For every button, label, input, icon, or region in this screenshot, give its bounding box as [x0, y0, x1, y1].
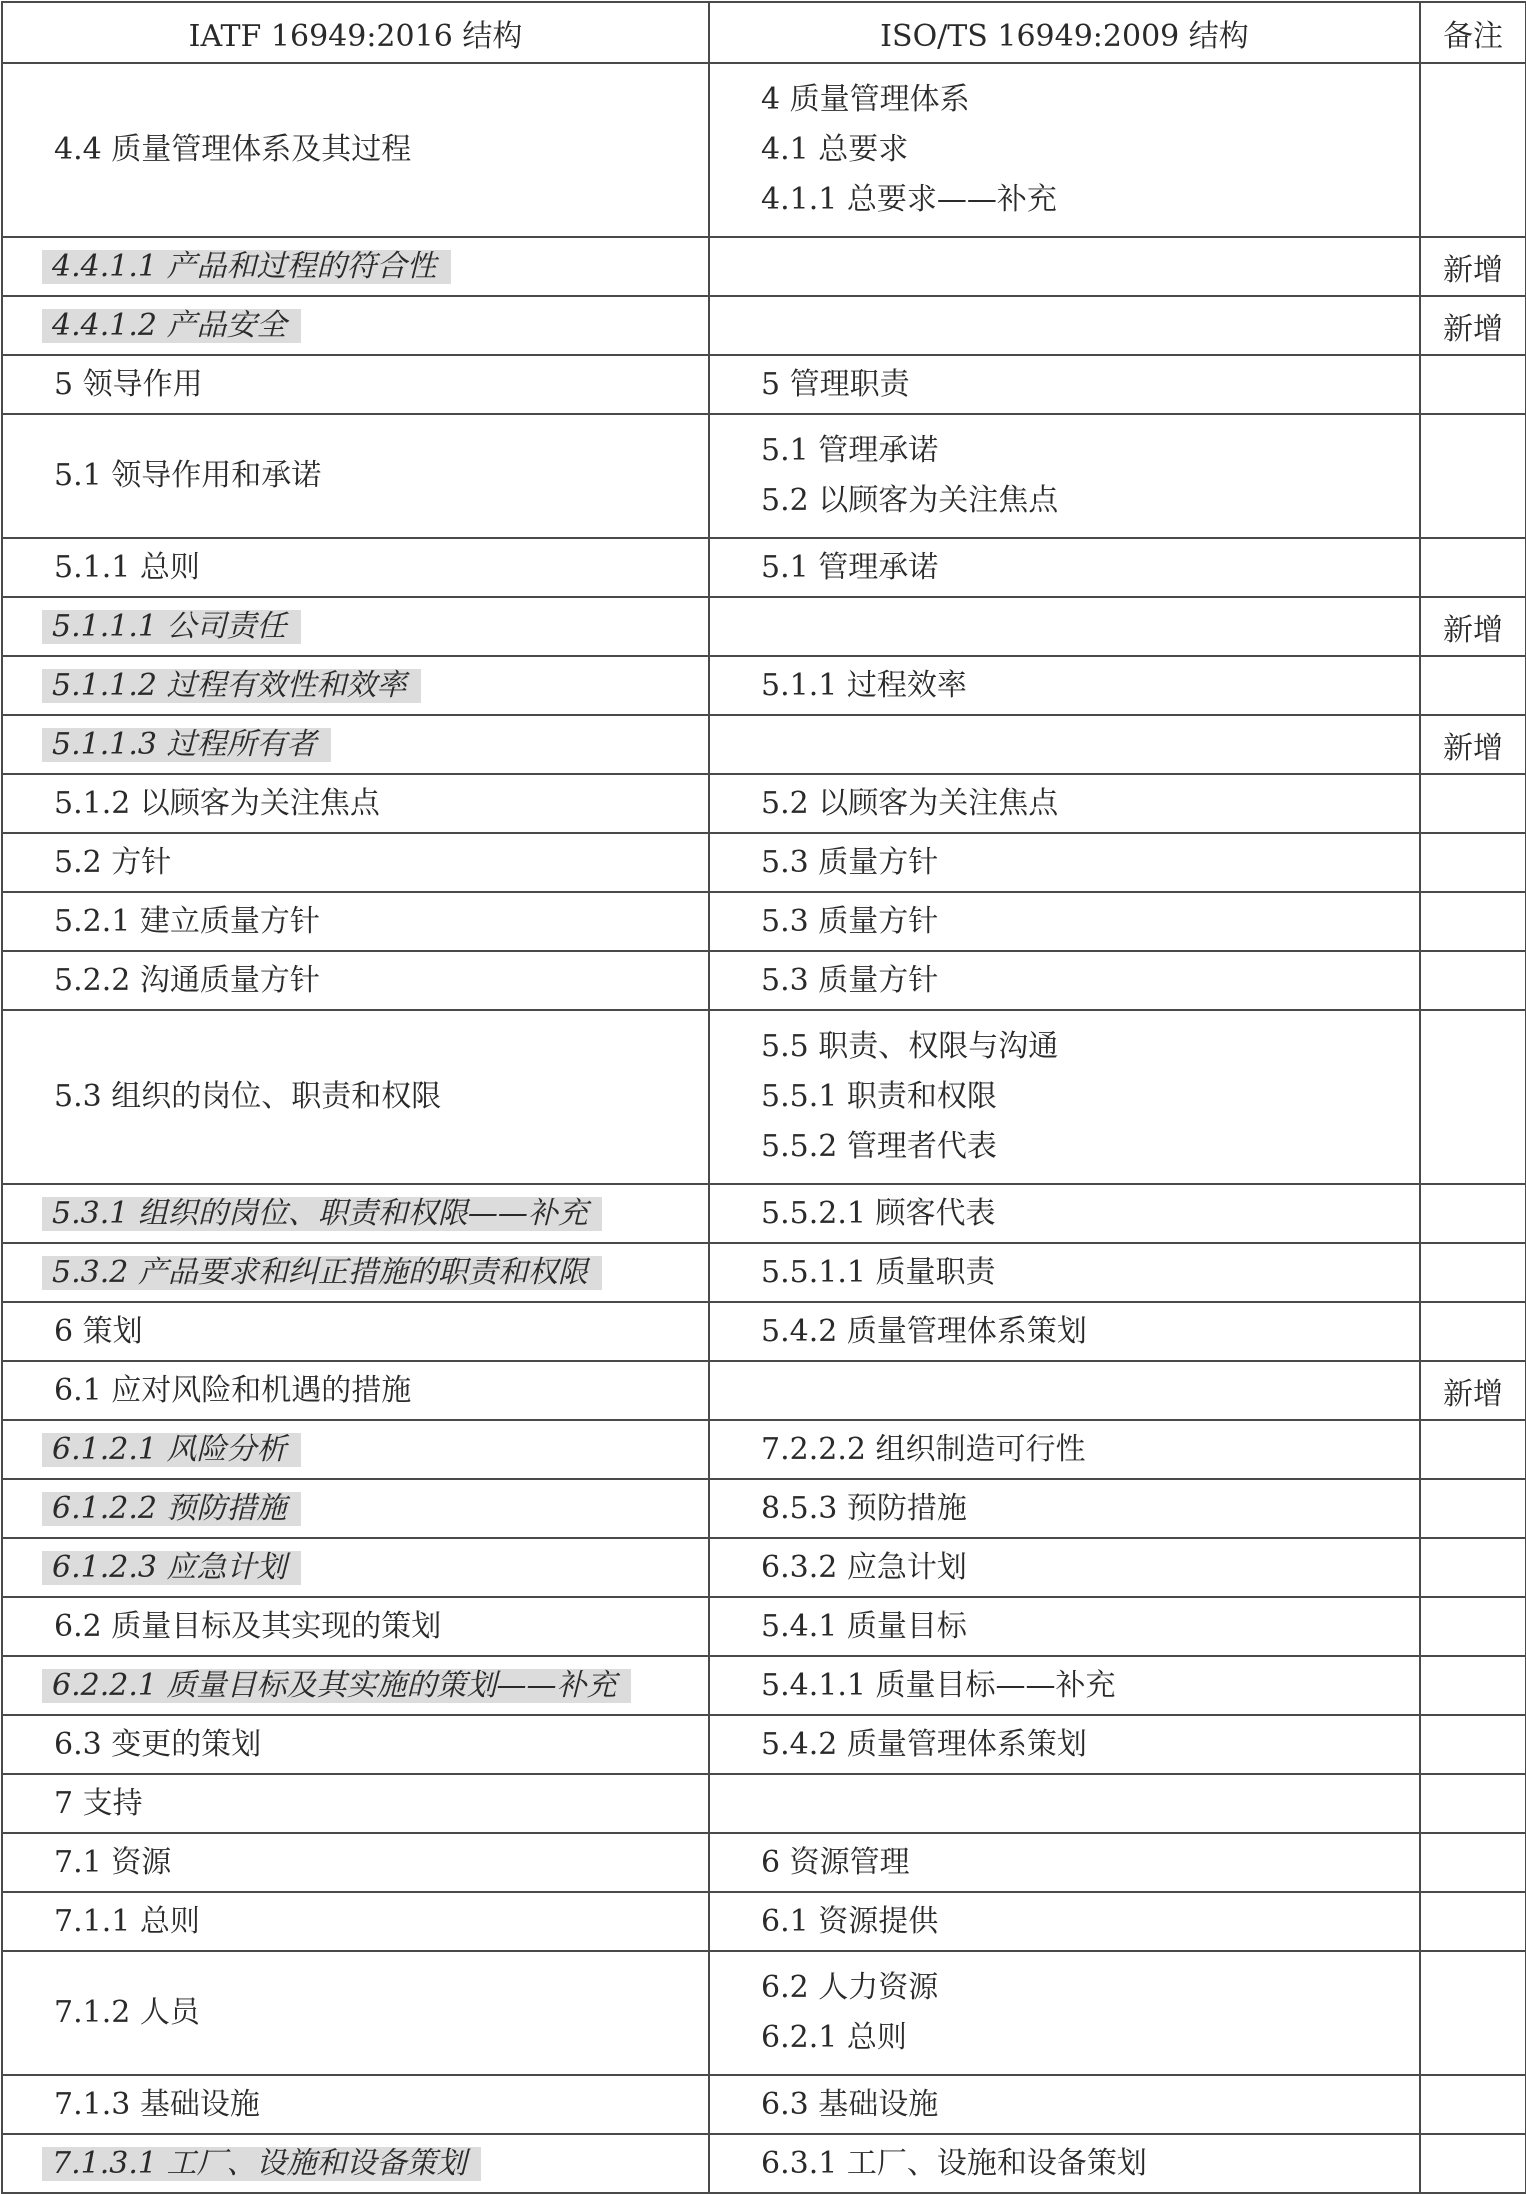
- iso-clause: 5.2 以顾客为关注焦点: [761, 785, 1059, 821]
- cell-iso: [709, 63, 1420, 237]
- cell-note: [1420, 2075, 1526, 2134]
- cell-note: [1420, 1420, 1526, 1479]
- iatf-clause-highlighted: 5.3.1 组织的岗位、职责和权限——补充: [42, 1197, 602, 1231]
- cell-iatf: [2, 1420, 709, 1479]
- iso-clause: 5.5.2 管理者代表: [761, 1129, 997, 1164]
- cell-iatf: [2, 538, 709, 597]
- cell-iatf: [2, 1597, 709, 1656]
- table-row: [2, 1833, 1526, 1892]
- iatf-clause-highlighted: 6.1.2.3 应急计划: [42, 1551, 301, 1585]
- cell-note: [1420, 414, 1526, 538]
- table-row: [2, 833, 1526, 892]
- iatf-clause: 7.1.3 基础设施: [54, 2086, 260, 2122]
- iatf-clause: 5.1.1 总则: [54, 549, 200, 585]
- iso-clause: 6.2.1 总则: [761, 2020, 907, 2055]
- iatf-clause: 6.1 应对风险和机遇的措施: [54, 1372, 412, 1408]
- cell-note: [1420, 715, 1526, 774]
- cell-iso: [709, 1420, 1420, 1479]
- cell-iso: [709, 355, 1420, 414]
- cell-note: [1420, 833, 1526, 892]
- cell-note: [1420, 1302, 1526, 1361]
- iso-clause: 6.3.2 应急计划: [761, 1549, 967, 1585]
- cell-note: [1420, 1184, 1526, 1243]
- header-iatf: IATF 16949:2016 结构: [2, 2, 709, 63]
- table-row: [2, 237, 1526, 296]
- cell-iso: [709, 1833, 1420, 1892]
- cell-note: [1420, 1597, 1526, 1656]
- iso-clause: 5.1 管理承诺: [761, 433, 939, 468]
- iatf-clause: 4.4 质量管理体系及其过程: [54, 132, 412, 167]
- cell-iatf: [2, 1715, 709, 1774]
- header-note: 备注: [1420, 2, 1526, 63]
- iso-clause: 5.3 质量方针: [761, 844, 939, 880]
- iatf-clause-highlighted: 5.1.1.1 公司责任: [42, 610, 301, 644]
- table-row: [2, 1597, 1526, 1656]
- iso-clause: 6.3.1 工厂、设施和设备策划: [761, 2145, 1147, 2181]
- table-row: [2, 892, 1526, 951]
- iso-clause: 5.5.1.1 质量职责: [761, 1254, 996, 1290]
- cell-iso: [709, 1010, 1420, 1184]
- iatf-clause: 7 支持: [54, 1785, 143, 1821]
- cell-iso: [709, 296, 1420, 355]
- note-text: 新增: [1443, 311, 1503, 347]
- cell-iatf: [2, 1892, 709, 1951]
- table-row: [2, 1243, 1526, 1302]
- cell-iso: [709, 1774, 1420, 1833]
- cell-iatf: [2, 1538, 709, 1597]
- table-row: [2, 1538, 1526, 1597]
- iso-clause: 6.3 基础设施: [761, 2086, 939, 2122]
- cell-iatf: [2, 63, 709, 237]
- table-row: [2, 951, 1526, 1010]
- iatf-clause: 5 领导作用: [54, 366, 203, 402]
- table-row: [2, 1892, 1526, 1951]
- table-row: [2, 1302, 1526, 1361]
- iatf-clause: 7.1.2 人员: [54, 1995, 200, 2030]
- iatf-clause-highlighted: 5.1.1.3 过程所有者: [42, 728, 331, 762]
- cell-iso: [709, 414, 1420, 538]
- iatf-clause: 6.3 变更的策划: [54, 1726, 262, 1762]
- cell-iatf: [2, 892, 709, 951]
- cell-iatf: [2, 715, 709, 774]
- cell-iatf: [2, 237, 709, 296]
- cell-note: [1420, 63, 1526, 237]
- table-row: [2, 2075, 1526, 2134]
- iso-clause: 5.4.1 质量目标: [761, 1608, 967, 1644]
- cell-iso: [709, 1361, 1420, 1420]
- iso-clause: 7.2.2.2 组织制造可行性: [761, 1431, 1086, 1467]
- cell-iatf: [2, 2075, 709, 2134]
- iatf-clause: 6.2 质量目标及其实现的策划: [54, 1608, 442, 1644]
- cell-iatf: [2, 1656, 709, 1715]
- iso-clause: 5.4.1.1 质量目标——补充: [761, 1667, 1116, 1703]
- table-row: [2, 414, 1526, 538]
- cell-note: [1420, 355, 1526, 414]
- cell-iatf: [2, 1243, 709, 1302]
- iso-clause: 5.1.1 过程效率: [761, 667, 967, 703]
- cell-iatf: [2, 1479, 709, 1538]
- table-body: [2, 63, 1526, 2193]
- cell-iso: [709, 1479, 1420, 1538]
- iso-clause: 5.3 质量方针: [761, 903, 939, 939]
- cell-iso: [709, 2075, 1420, 2134]
- header-row: [2, 2, 1526, 63]
- cell-iso: [709, 538, 1420, 597]
- table-row: [2, 63, 1526, 237]
- note-text: 新增: [1443, 612, 1503, 648]
- table-row: [2, 1951, 1526, 2075]
- cell-note: [1420, 1361, 1526, 1420]
- cell-iso: [709, 1951, 1420, 2075]
- iatf-clause: 5.2 方针: [54, 844, 172, 880]
- iatf-clause: 6 策划: [54, 1313, 143, 1349]
- cell-iso: [709, 2134, 1420, 2193]
- note-text: 新增: [1443, 252, 1503, 288]
- cell-note: [1420, 892, 1526, 951]
- cell-note: [1420, 1479, 1526, 1538]
- iso-clause: 5.3 质量方针: [761, 962, 939, 998]
- cell-note: [1420, 597, 1526, 656]
- iatf-clause-highlighted: 6.1.2.1 风险分析: [42, 1433, 301, 1467]
- iso-clause: 5.5.2.1 顾客代表: [761, 1195, 996, 1231]
- table-row: [2, 1656, 1526, 1715]
- cell-iatf: [2, 414, 709, 538]
- header-iso: ISO/TS 16949:2009 结构: [709, 2, 1420, 63]
- iso-clause: 5.4.2 质量管理体系策划: [761, 1313, 1087, 1349]
- cell-note: [1420, 2134, 1526, 2193]
- cell-iso: [709, 774, 1420, 833]
- cell-note: [1420, 1243, 1526, 1302]
- iatf-clause: 7.1 资源: [54, 1844, 172, 1880]
- cell-note: [1420, 1538, 1526, 1597]
- cell-note: [1420, 656, 1526, 715]
- iso-clause: 5.1 管理承诺: [761, 549, 939, 585]
- cell-note: [1420, 296, 1526, 355]
- iso-clause: 5 管理职责: [761, 366, 910, 402]
- cell-iso: [709, 237, 1420, 296]
- iatf-clause-highlighted: 5.1.1.2 过程有效性和效率: [42, 669, 421, 703]
- iso-clause: 5.2 以顾客为关注焦点: [761, 483, 1059, 518]
- cell-note: [1420, 1951, 1526, 2075]
- iatf-clause-highlighted: 6.1.2.2 预防措施: [42, 1492, 301, 1526]
- cell-iso: [709, 892, 1420, 951]
- cell-iatf: [2, 597, 709, 656]
- table-row: [2, 1774, 1526, 1833]
- cell-iso: [709, 1302, 1420, 1361]
- iso-clause: 6 资源管理: [761, 1844, 910, 1880]
- iso-clause: 5.5.1 职责和权限: [761, 1079, 997, 1114]
- table-row: [2, 774, 1526, 833]
- cell-iso: [709, 656, 1420, 715]
- iso-clause: 6.2 人力资源: [761, 1970, 939, 2005]
- iatf-clause-highlighted: 5.3.2 产品要求和纠正措施的职责和权限: [42, 1256, 602, 1290]
- table-row: [2, 1479, 1526, 1538]
- cell-iatf: [2, 355, 709, 414]
- cell-iatf: [2, 2134, 709, 2193]
- iso-clause: 4.1 总要求: [761, 132, 909, 167]
- note-text: 新增: [1443, 730, 1503, 766]
- table-row: [2, 656, 1526, 715]
- cell-note: [1420, 1833, 1526, 1892]
- iatf-clause: 5.2.2 沟通质量方针: [54, 962, 320, 998]
- iatf-clause: 5.1 领导作用和承诺: [54, 458, 322, 493]
- cell-iso: [709, 715, 1420, 774]
- cell-iso: [709, 1715, 1420, 1774]
- cell-note: [1420, 1656, 1526, 1715]
- mapping-table: [1, 1, 1526, 2194]
- cell-iso: [709, 1597, 1420, 1656]
- table-row: [2, 1010, 1526, 1184]
- iatf-clause: 7.1.1 总则: [54, 1903, 200, 1939]
- table-row: [2, 1361, 1526, 1420]
- iso-clause: 4 质量管理体系: [761, 82, 970, 117]
- cell-note: [1420, 1892, 1526, 1951]
- cell-note: [1420, 538, 1526, 597]
- cell-iatf: [2, 1774, 709, 1833]
- cell-iso: [709, 951, 1420, 1010]
- table-row: [2, 597, 1526, 656]
- cell-iatf: [2, 1184, 709, 1243]
- iatf-clause: 5.3 组织的岗位、职责和权限: [54, 1079, 442, 1114]
- table-row: [2, 1420, 1526, 1479]
- cell-iatf: [2, 1302, 709, 1361]
- cell-iso: [709, 1656, 1420, 1715]
- cell-iso: [709, 1243, 1420, 1302]
- cell-note: [1420, 237, 1526, 296]
- cell-iatf: [2, 951, 709, 1010]
- cell-iatf: [2, 1361, 709, 1420]
- cell-note: [1420, 1010, 1526, 1184]
- iso-clause: 4.1.1 总要求——补充: [761, 182, 1057, 217]
- cell-iatf: [2, 1010, 709, 1184]
- iatf-clause-highlighted: 6.2.2.1 质量目标及其实施的策划——补充: [42, 1669, 631, 1703]
- note-text: 新增: [1443, 1376, 1503, 1412]
- iso-clause: 5.4.2 质量管理体系策划: [761, 1726, 1087, 1762]
- cell-iso: [709, 597, 1420, 656]
- table-row: [2, 538, 1526, 597]
- cell-iatf: [2, 656, 709, 715]
- cell-iso: [709, 1184, 1420, 1243]
- iso-clause: 8.5.3 预防措施: [761, 1490, 967, 1526]
- cell-note: [1420, 1715, 1526, 1774]
- cell-note: [1420, 1774, 1526, 1833]
- iso-clause: 5.5 职责、权限与沟通: [761, 1029, 1059, 1064]
- cell-iatf: [2, 1833, 709, 1892]
- cell-iatf: [2, 296, 709, 355]
- table-row: [2, 715, 1526, 774]
- table-row: [2, 1715, 1526, 1774]
- cell-note: [1420, 951, 1526, 1010]
- iso-clause: 6.1 资源提供: [761, 1903, 939, 1939]
- cell-iso: [709, 833, 1420, 892]
- cell-iso: [709, 1538, 1420, 1597]
- table-row: [2, 355, 1526, 414]
- iatf-clause-highlighted: 7.1.3.1 工厂、设施和设备策划: [42, 2147, 481, 2181]
- iatf-clause: 5.1.2 以顾客为关注焦点: [54, 785, 380, 821]
- cell-iatf: [2, 833, 709, 892]
- iatf-clause-highlighted: 4.4.1.2 产品安全: [42, 309, 301, 343]
- table-row: [2, 2134, 1526, 2193]
- cell-note: [1420, 774, 1526, 833]
- cell-iatf: [2, 774, 709, 833]
- table-row: [2, 1184, 1526, 1243]
- iatf-clause: 5.2.1 建立质量方针: [54, 903, 320, 939]
- iatf-clause-highlighted: 4.4.1.1 产品和过程的符合性: [42, 250, 451, 284]
- cell-iatf: [2, 1951, 709, 2075]
- cell-iso: [709, 1892, 1420, 1951]
- table-row: [2, 296, 1526, 355]
